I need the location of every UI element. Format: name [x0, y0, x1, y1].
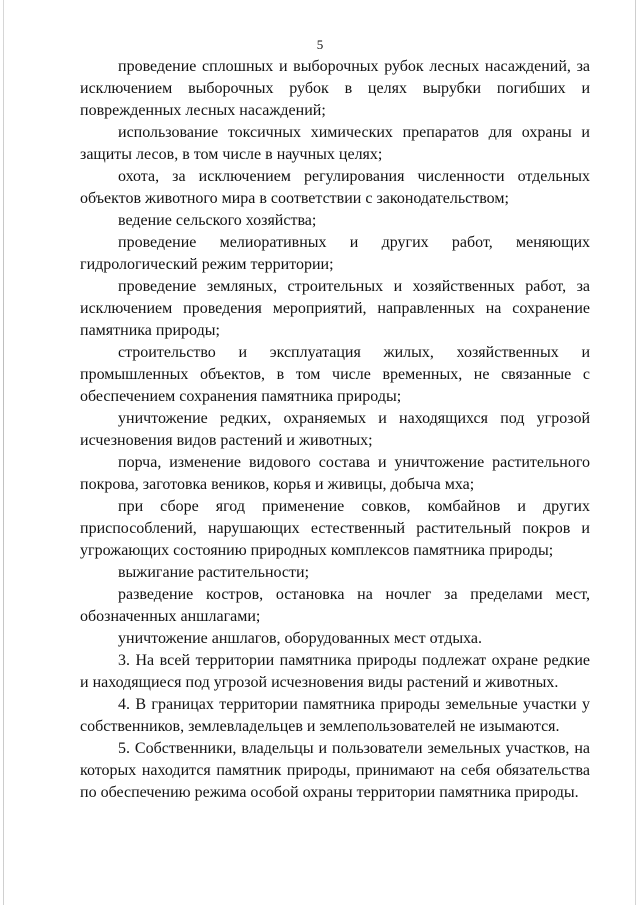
- paragraph: проведение сплошных и выборочных рубок лесных насаждений, за исключением выборочных рубок в целях вырубки погибших и поврежденных лесных насаждений;: [80, 58, 590, 119]
- paragraph: 5. Собственники, владельцы и пользователи земельных участков, на которых находится памятник природы, принимают на себя обязательства по обеспечению режима особой охраны территории памятника природы.: [80, 740, 590, 801]
- paragraph: уничтожение аншлагов, оборудованных мест отдыха.: [118, 630, 482, 647]
- scan-edge-right: [635, 0, 636, 905]
- scan-edge-left: [3, 0, 4, 905]
- paragraph: выжигание растительности;: [118, 564, 310, 581]
- paragraph: использование токсичных химических препаратов для охраны и защиты лесов, в том числе в научных целях;: [80, 124, 590, 163]
- document-body: [80, 56, 590, 804]
- page-number: 5: [316, 37, 324, 52]
- paragraph: проведение земляных, строительных и хозяйственных работ, за исключением проведения мероприятий, направленных на сохранение памятника природы;: [80, 278, 590, 339]
- paragraph: уничтожение редких, охраняемых и находящихся под угрозой исчезновения видов растений и животных;: [80, 410, 590, 449]
- paragraph: 4. В границах территории памятника природы земельные участки у собственников, землевладельцев и землепользователей не изымаются.: [80, 696, 590, 735]
- paragraph: ведение сельского хозяйства;: [118, 212, 317, 229]
- paragraph: при сборе ягод применение совков, комбайнов и других приспособлений, нарушающих естественный растительный покров и угрожающих состоянию природных комплексов памятника природы;: [80, 498, 590, 559]
- paragraph: охота, за исключением регулирования численности отдельных объектов животного мира в соответствии с законодательством;: [80, 168, 590, 207]
- paragraph: строительство и эксплуатация жилых, хозяйственных и промышленных объектов, в том числе временных, не связанные с обеспечением сохранения памятника природы;: [80, 344, 590, 405]
- paragraph: 3. На всей территории памятника природы подлежат охране редкие и находящиеся под угрозой исчезновения виды растений и животных.: [80, 652, 590, 691]
- paragraph: порча, изменение видового состава и уничтожение растительного покрова, заготовка веников, корья и живицы, добыча мха;: [80, 454, 590, 493]
- paragraph: разведение костров, остановка на ночлег за пределами мест, обозначенных аншлагами;: [80, 586, 590, 625]
- paragraph: проведение мелиоративных и других работ, меняющих гидрологический режим территории;: [80, 234, 590, 273]
